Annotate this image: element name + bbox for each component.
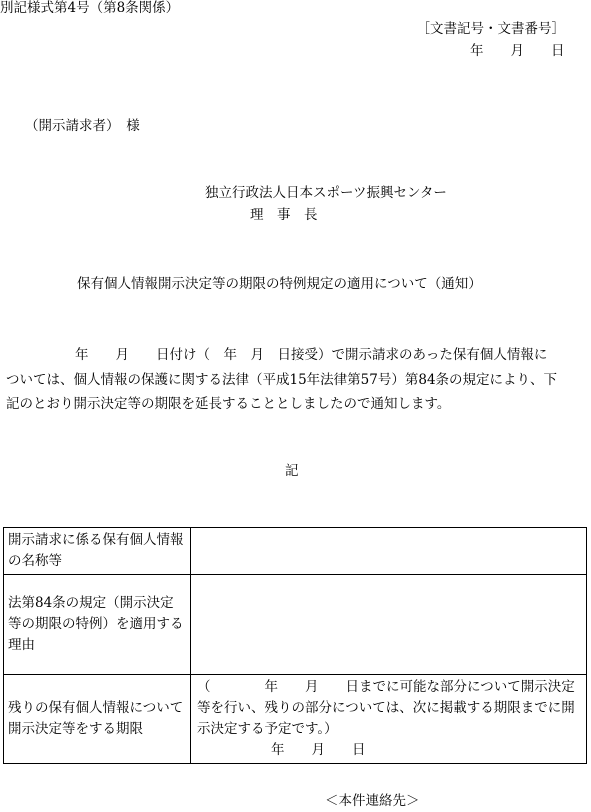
ki-heading: 記 bbox=[285, 463, 299, 479]
issue-date: 年 月 日 bbox=[470, 43, 565, 59]
details-table bbox=[3, 527, 587, 764]
addressee: （開示請求者） 様 bbox=[25, 118, 140, 134]
document-subject: 保有個人情報開示決定等の期限の特例規定の適用について（通知） bbox=[77, 276, 482, 292]
sender-title: 理 事 長 bbox=[250, 207, 318, 223]
row-label: 法第84条の規定（開示決定等の期限の特例）を適用する理由 bbox=[4, 575, 191, 675]
row-value bbox=[191, 575, 587, 675]
row-value bbox=[191, 675, 587, 764]
document-number: ［文書記号・文書番号］ bbox=[416, 21, 565, 37]
form-label: 別記様式第4号（第8条関係） bbox=[0, 0, 180, 16]
row-label: 開示請求に係る保有個人情報の名称等 bbox=[4, 528, 191, 575]
contact-heading: ＜本件連絡先＞ bbox=[325, 793, 420, 809]
body-line-2: ついては、個人情報の保護に関する法律（平成15年法律第57号）第84条の規定により、下 bbox=[6, 372, 558, 388]
row-value bbox=[191, 528, 587, 575]
body-line-1: 年 月 日付け（ 年 月 日接受）で開示請求のあった保有個人情報に bbox=[75, 347, 548, 363]
table-row bbox=[4, 675, 587, 764]
table-row bbox=[4, 528, 587, 575]
sender-organization: 独立行政法人日本スポーツ振興センター bbox=[205, 185, 447, 201]
table-row bbox=[4, 575, 587, 675]
deadline-date: 年 月 日 bbox=[271, 742, 366, 758]
body-line-3: 記のとおり開示決定等の期限を延長することとしましたので通知します。 bbox=[6, 396, 451, 412]
row-label: 残りの保有個人情報について開示決定等をする期限 bbox=[4, 675, 191, 764]
deadline-note: （ 年 月 日までに可能な部分について開示決定等を行い、残りの部分については、次に掲載する期限までに開示決定する予定です。） bbox=[197, 679, 575, 737]
